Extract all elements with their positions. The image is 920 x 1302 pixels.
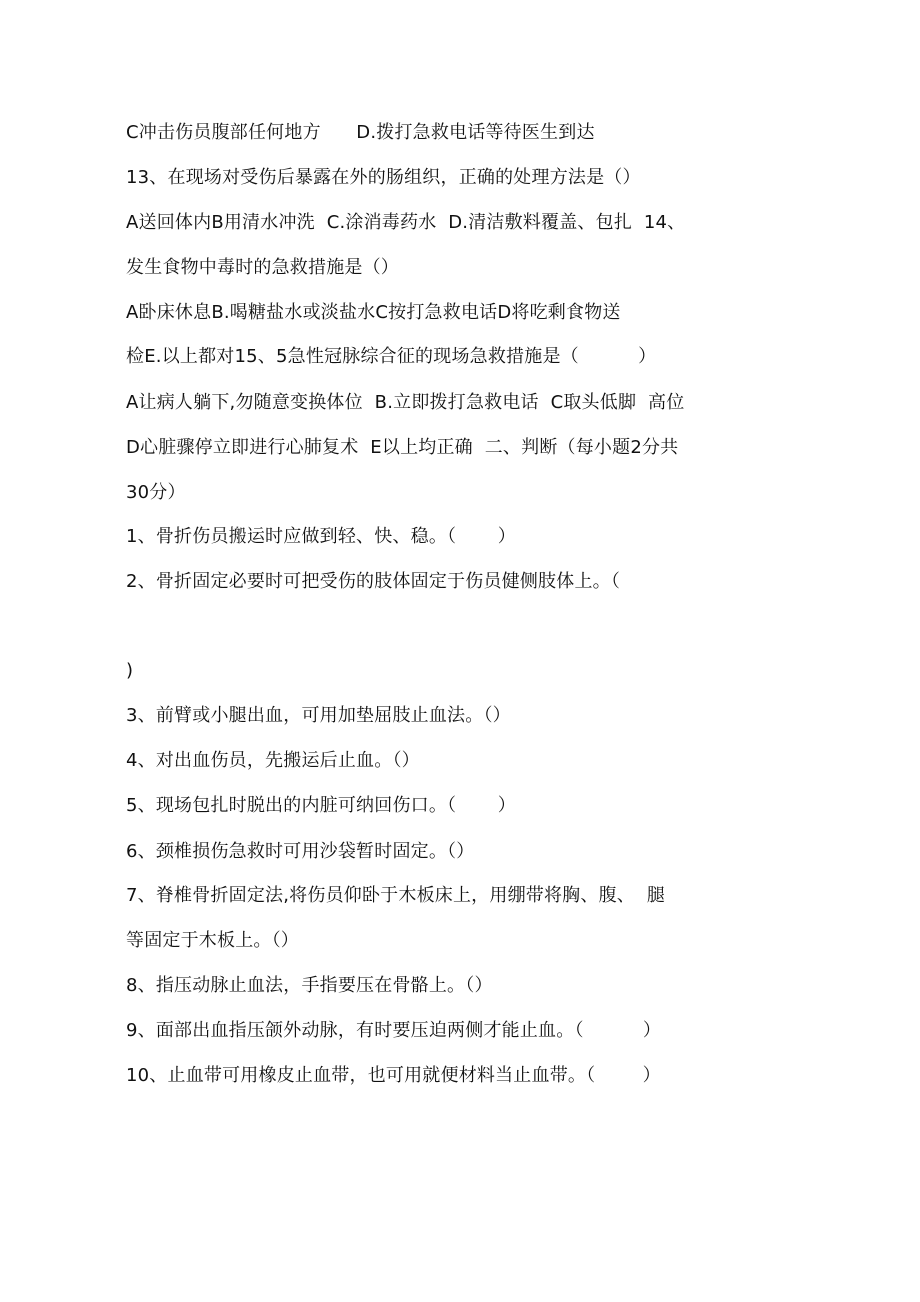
text-line: 3、前臂或小腿出血，可用加垫屈肢止血法。（）	[126, 705, 511, 726]
text-line: 2、骨折固定必要时可把受伤的肢体固定于伤员健侧肢体上。（	[126, 571, 621, 592]
text-line: )	[126, 660, 134, 681]
text-line: A让病人躺下,勿随意变换体位 B.立即拨打急救电话 C取头低脚 高位	[126, 392, 685, 413]
text-line: 发生食物中毒时的急救措施是（）	[126, 257, 399, 278]
text-line: 10、止血带可用橡皮止血带，也可用就便材料当止血带。（ ）	[126, 1065, 661, 1086]
text-line: A送回体内B用清水冲洗 C.涂消毒药水 D.清洁敷料覆盖、包扎 14、	[126, 212, 686, 233]
text-line: 等固定于木板上。（）	[126, 930, 299, 951]
text-line: 8、指压动脉止血法，手指要压在骨骼上。（）	[126, 975, 493, 996]
text-line: 5、现场包扎时脱出的内脏可纳回伤口。（ ）	[126, 795, 516, 816]
text-line: 30分）	[126, 482, 186, 503]
text-line: C冲击伤员腹部任何地方 D.拨打急救电话等待医生到达	[126, 122, 595, 143]
text-line: 检E.以上都对15、5急性冠脉综合征的现场急救措施是（ ）	[126, 346, 657, 367]
text-line: 1、骨折伤员搬运时应做到轻、快、稳。（ ）	[126, 526, 516, 547]
text-line: A卧床休息B.喝糖盐水或淡盐水C按打急救电话D将吃剩食物送	[126, 302, 621, 323]
text-line: D心脏骤停立即进行心肺复术 E以上均正确 二、判断（每小题2分共	[126, 437, 679, 458]
text-line: 7、脊椎骨折固定法,将伤员仰卧于木板床上，用绷带将胸、腹、 腿	[126, 885, 666, 906]
text-line: 4、对出血伤员，先搬运后止血。（）	[126, 750, 420, 771]
text-line: 6、颈椎损伤急救时可用沙袋暂时固定。（）	[126, 841, 475, 862]
text-line: 9、面部出血指压颌外动脉，有时要压迫两侧才能止血。（ ）	[126, 1020, 662, 1041]
text-line: 13、在现场对受伤后暴露在外的肠组织，正确的处理方法是（）	[126, 167, 641, 188]
